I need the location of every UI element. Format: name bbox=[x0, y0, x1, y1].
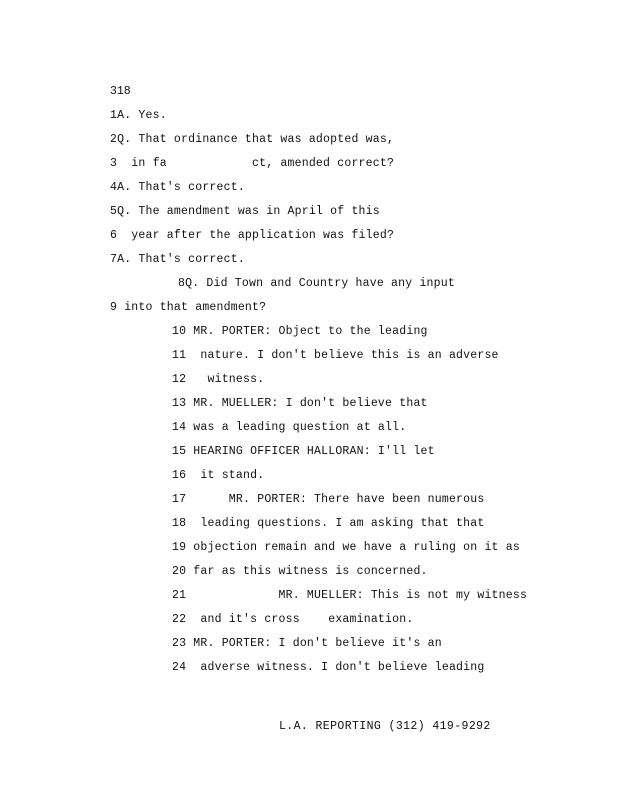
transcript-line-21: 21 MR. MUELLER: This is not my witness bbox=[172, 589, 528, 602]
page-number: 318 bbox=[110, 85, 131, 98]
transcript-line-12: 12 witness. bbox=[172, 373, 265, 386]
transcript-line-23: 23 MR. PORTER: I don't believe it's an bbox=[172, 637, 442, 650]
transcript-line-10: 10 MR. PORTER: Object to the leading bbox=[172, 325, 428, 338]
transcript-line-8: 8Q. Did Town and Country have any input bbox=[178, 277, 455, 290]
transcript-line-16: 16 it stand. bbox=[172, 469, 265, 482]
transcript-line-11: 11 nature. I don't believe this is an adverse bbox=[172, 349, 499, 362]
transcript-line-9: 9 into that amendment? bbox=[110, 301, 267, 314]
transcript-line-6: 6 year after the application was filed? bbox=[110, 229, 395, 242]
transcript-line-5: 5Q. The amendment was in April of this bbox=[110, 205, 380, 218]
transcript-line-15: 15 HEARING OFFICER HALLORAN: I'll let bbox=[172, 445, 435, 458]
transcript-line-20: 20 far as this witness is concerned. bbox=[172, 565, 428, 578]
transcript-line-22: 22 and it's cross examination. bbox=[172, 613, 414, 626]
transcript-line-18: 18 leading questions. I am asking that that bbox=[172, 517, 485, 530]
transcript-line-7: 7A. That's correct. bbox=[110, 253, 245, 266]
transcript-line-14: 14 was a leading question at all. bbox=[172, 421, 407, 434]
transcript-line-19: 19 objection remain and we have a ruling on it as bbox=[172, 541, 520, 554]
transcript-line-1: 1A. Yes. bbox=[110, 109, 167, 122]
transcript-line-24: 24 adverse witness. I don't believe leading bbox=[172, 661, 485, 674]
transcript-line-4: 4A. That's correct. bbox=[110, 181, 245, 194]
transcript-line-17: 17 MR. PORTER: There have been numerous bbox=[172, 493, 485, 506]
transcript-line-13: 13 MR. MUELLER: I don't believe that bbox=[172, 397, 428, 410]
reporter-footer: L.A. REPORTING (312) 419-9292 bbox=[279, 720, 491, 733]
transcript-line-2: 2Q. That ordinance that was adopted was, bbox=[110, 133, 395, 146]
transcript-line-3: 3 in fa ct, amended correct? bbox=[110, 157, 395, 170]
